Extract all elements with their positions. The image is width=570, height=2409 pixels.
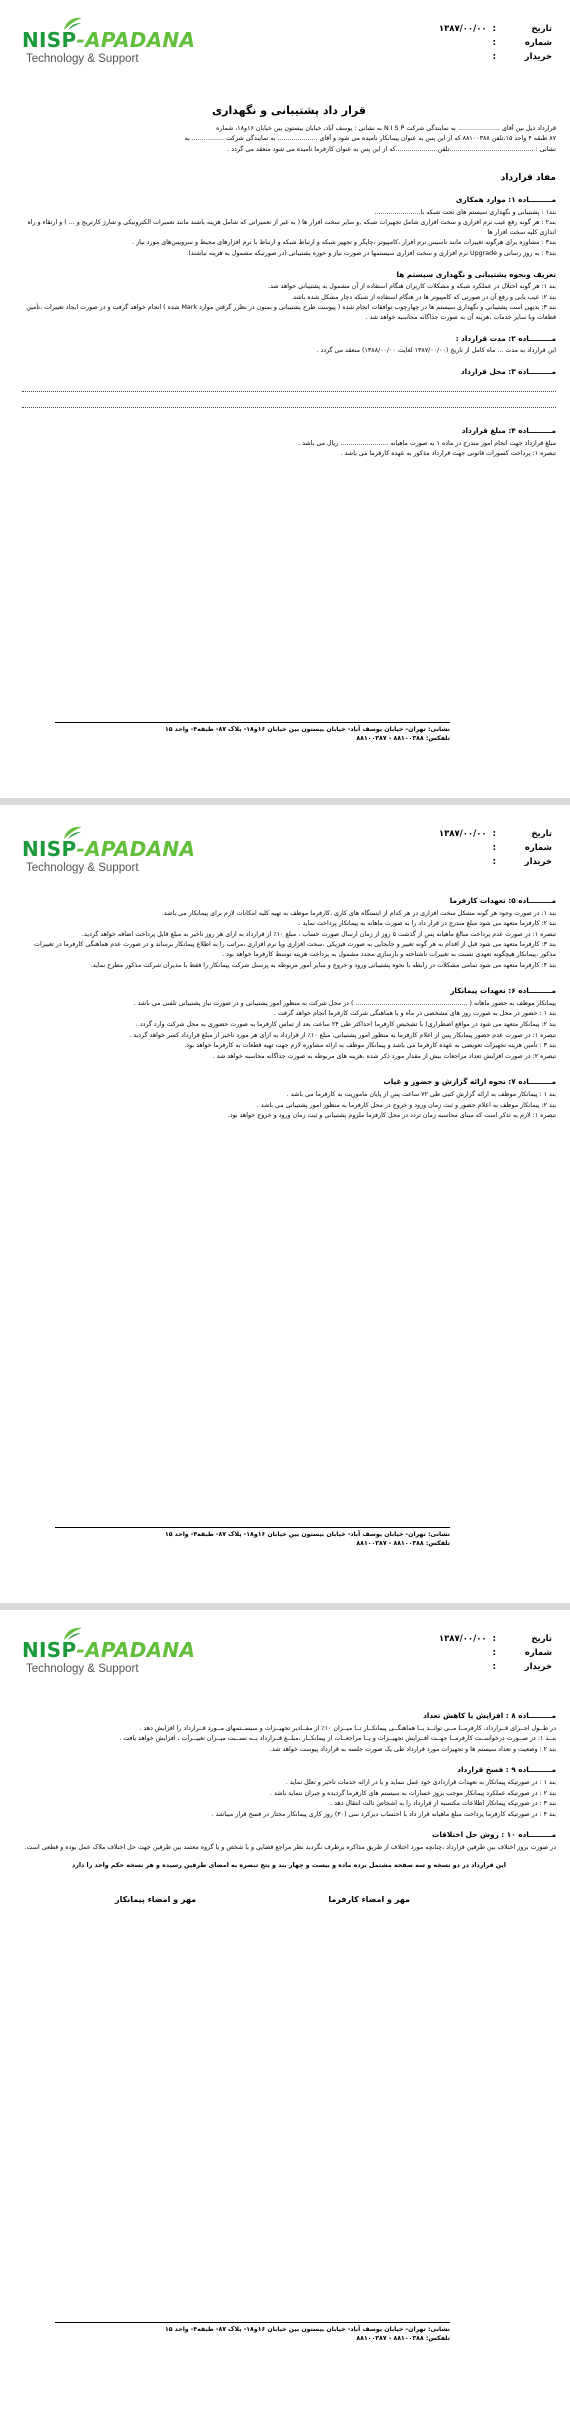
page-footer (55, 1527, 450, 1548)
clause: بند ۳: کارفرما متعهد می شود قبل از اقدام به هر گونه تغییر و جابجایی به صورت فیزیکی ،سخت افزاری ویا نرم افزاری ،مراتب را به اطلاع پیمانکار برساند و در صورت عدم هماهنگی کارفرما در تغییرات مذکور ،پیمانکار هیچگونه تعهدی نسبت به تغییرات ناشناخته و بازسازی مجدد مشمول به پرداخت هزینه توسط کارفرما خواهد بود . (34, 941, 556, 958)
document-meta: تاریخ : ۱۳۸۷/۰۰/۰۰ شماره : خریدار : (438, 1634, 552, 1672)
clause: بند ۱: هر گونه اختلال در عملکرد شبکه و مشکلات کاربران هنگام استفاده از آن مشمول به پشتیبانی خواهد شد. (268, 283, 556, 291)
clause: بند ۱ : حضور در محل به صورت روز های مشخصی در ماه و با هماهنگی شرکت کارفرما انجام خواهد گرفت . (273, 1010, 556, 1018)
clause: بند ۲: پیمانکار متعهد می شود در مواقع اضطراری( با تشخیص کارفرما )حداکثر طی ۲۴ ساعت بعد از تماس کارفرما به صورت حضوری به محل شرکت وارد گردد . (135, 1020, 556, 1028)
page-footer (55, 722, 450, 743)
clause: بند ۳: بدیهی است پشتیبانی و نگهداری سیستم ها در چهارچوب توافقات انجام شده ( پیوست طرح پشتیبانی و بمنون در نظرر گرفتن موارد Mark شده ) انجام خواهد گرفت و در صورت ایجاد تغییرات ،تأمین قطعات وبا سایر خدمات ،هزینه آن به صورت جداگانه محاسبه خواهد شد . (26, 304, 556, 321)
contract-title: قرار داد پشتیبانی و نگهداری (212, 104, 366, 117)
logo-subtitle: Technology & Support (26, 1663, 139, 1675)
company-logo (22, 1638, 196, 1682)
clause: بند ۴ : در صورتیکه کارفرما پرداخت مبلغ ماهیانه قرار داد با احتساب دیرکرد سی (۳۰) روز کاری پیمانکار مختار در فسخ قرار میباشد . (211, 1810, 556, 1818)
date-label: تاریخ (531, 24, 552, 34)
article-7-heading: مـــــــــاده ۷: نحوه ارائه گزارش و حضور و غیاب (383, 1077, 556, 1087)
clause: بند۳ : مشاوره برای هرگونه تغییرات مانند تاسیس نرم افزار ،کامپیوتر ،چاپگر و تجهیز شبکه و ارتباط شبکه و ارتباط با نرم افزارهای محیط و سرویس‌های مورد نیاز . (132, 239, 556, 247)
clause: بند ۲ : در صورتیکه عملکرد پیمانکار موجب بروز خسارات به سیستم های کارفرما گردیده و جبران ننماید باشد . (269, 1789, 556, 1797)
number-label: شماره (524, 38, 552, 48)
footer-phone: تلفکس: ۸۸۱۰۰۳۸۸ - ۸۸۱۰۰۳۸۷ (356, 735, 450, 742)
buyer-label: خریدار (524, 857, 552, 867)
logo-wordmark: NISP-APADANA (22, 1638, 196, 1662)
date-value: ۱۳۸۷/۰۰/۰۰ (438, 24, 487, 34)
clause: بند ۲: عیب یابی و رفع آن در صورتی که کامپیوتر ها در هنگام استفاده از شبکه دچار مشکل شده باشد. (291, 293, 556, 301)
articles-heading: مفاد قرارداد (500, 173, 556, 184)
clause: بند ۲: کارفرما متعهد می شود مبلغ مندرج در قرار داد را به صورت ماهانه به پیمانکار پرداخت نماید . (298, 920, 556, 928)
page3-body (22, 1700, 556, 1871)
contract-page-3 (0, 1610, 570, 2409)
contract-amount: مبلغ قرارداد جهت انجام امور مندرج در ماده ۱ به صورت ماهیانه ........................ ریال می باشد . (298, 439, 556, 447)
clause: بند ۲ : وضعیت و تعداد سیستم ها و تجهیزات مورد قرارداد طی یک صورت جلسه به قرارداد پیوست خواهد شد. (269, 1745, 556, 1753)
footer-address: نشانی: تهران- خیابان یوسف آباد- خیابان بیستون بین خیابان ۱۶و۱۸- پلاک ۸۷- طبقه۴- واحد ۱۵ (164, 1531, 450, 1538)
logo-subtitle: Technology & Support (26, 53, 139, 65)
footer-phone: تلفکس: ۸۸۱۰۰۳۸۸ - ۸۸۱۰۰۳۸۷ (356, 2335, 450, 2342)
date-label: تاریخ (531, 829, 552, 839)
logo-wordmark: NISP-APADANA (22, 837, 196, 861)
number-label: شماره (524, 1648, 552, 1658)
buyer-label: خریدار (524, 1662, 552, 1672)
clause: بند۱ : پشتیبانی و نگهداری سیستم های تحت شبکه با....................... (374, 208, 556, 216)
dispute-resolution: در صورت بروز اختلاف بین طرفین قرارداد ،چنانچه مورد اختلاف از طریق مذاکره برطرف نگردید نظر مراجع قضایی و یا شخص و یا گروه معتمد بین طرفین جهت حل اختلاف ملاک عمل بوده و قطعی است. (24, 1843, 556, 1851)
clause: در طــول اجــرای قــرارداد، کارفرمــا مــی توانــد بــا هماهنگــی پیمانکــار تــا میــزان ۱۰٪ از مقــادیر تجهیــزات و سیســتمهای مــورد قــرارداد را افزایش دهد . (139, 1724, 556, 1732)
date-value: ۱۳۸۷/۰۰/۰۰ (438, 829, 487, 839)
contract-page-2 (0, 805, 570, 1603)
page2-body (22, 885, 556, 1122)
article-3-heading: مـــــــــاده ۳: محل قرارداد (460, 366, 556, 376)
date-label: تاریخ (531, 1634, 552, 1644)
footer-phone: تلفکس: ۸۸۱۰۰۳۸۸ - ۸۸۱۰۰۳۸۷ (356, 1540, 450, 1547)
article-2-heading: مـــــــــاده ۲: مدت قرارداد : (455, 333, 556, 343)
clause: بند۲ : هر گونه رفع عیب نرم افزاری و سخت افزاری شامل تجهیزات شبکه ,و سایر سخت افزار ها ( به غیر از تعمیراتی که شامل هزینه باشند مانند تعمیرات الکترونیکی و شارژ کارتریج و ... ) و ارتقاء و راه اندازی کلیه سخت افزار ها (27, 219, 556, 236)
article-1-heading: مـــــــــاده ۱: موارد همکاری (455, 194, 556, 204)
employer-signature-label: مهر و امضاء کارفرما (328, 1895, 410, 1904)
page-footer (55, 2322, 450, 2343)
page-header (0, 0, 570, 80)
intro-paragraph: قرارداد ذیل بین آقای ..................... به نمایندگی شرکت N I S P به نشانی : یوسف آباد، خیابان بیستون بین خیابان ۱۶و۱۸، شماره ۸۷ طبقه ۴ واحد ۱۵،تلفن ۸۸۱۰۰۳۸۸ که از این پس به عنوان پیمانکار نامیده می شود و آقای .................... به نمایندگی شرکت ................ به نشانی : ..........................................تلفن.....................که از این پس به عنوان کارفرما نامیده می شود منعقد می گردد . (184, 124, 556, 153)
document-meta: تاریخ : ۱۳۸۷/۰۰/۰۰ شماره : خریدار : (438, 24, 552, 62)
contractor-signature-label: مهر و امضاء پیمانکار (115, 1895, 197, 1904)
clause: بند۴ : به روز رسانی و Upgrade نرم افزاری و سخت افزاری سیستمها در صورت نیاز و حوزه پشتیبانی (در صورتیکه مشمول به هزینه نباشند). (186, 249, 556, 257)
clause: بند ۳ : تأمین هزینه تجهیزات تعویضی به عهده کارفرما می باشد و پیمانکار موظف به ارائه مشاوره لازم جهت تهیه قطعات به کارفرما خواهد بود. (184, 1042, 556, 1050)
page-header (0, 805, 570, 885)
clause: بند ۱ : در صورتیکه پیمانکار به تعهدات قراردادی خود عمل ننماید و یا در ارائه خدمات تاخیر و تعلل نماید . (285, 1778, 556, 1786)
company-logo (22, 28, 196, 72)
clause: بند ۱ : پیمانکار موظف به ارائه گزارش کتبی طی ۷۲ ساعت پس از پایان ماموریت به کارفرما می باشد . (286, 1090, 556, 1098)
page-header (0, 1610, 570, 1690)
footer-address: نشانی: تهران- خیابان یوسف آباد- خیابان بیستون بین خیابان ۱۶و۱۸- پلاک ۸۷- طبقه۴- واحد ۱۵ (164, 2326, 450, 2333)
article-4-heading: مـــــــــاده ۴: مبلغ قرارداد (461, 426, 556, 436)
contract-page-1 (0, 0, 570, 798)
page1-body (22, 106, 556, 460)
article-8-heading: مـــــــــاده ۸ : افزایش یا کاهش تعداد (423, 1711, 556, 1720)
fill-in-line (22, 383, 556, 392)
logo-subtitle: Technology & Support (26, 862, 139, 874)
clause: بند ۴: کارفرما متعهد می شود تمامی مشکلات در رابطه با نحوه پشتیبانی ورود و خروج و سایر امور مربوطه به پرسنل شرکت پیمانکار را فقط با مدیران شرکت مذکور مطرح نماید. (90, 961, 556, 969)
date-value: ۱۳۸۷/۰۰/۰۰ (438, 1634, 487, 1644)
buyer-label: خریدار (524, 52, 552, 62)
clause: پیمانکار موظف به حضور ماهانه ( ........................................................ ) در محل شرکت به منظور امور پشتیبانی و در صورت نیاز پشتیبانی تلفنی می باشد . (133, 999, 556, 1007)
clause: بنــد ۱: در صــورت درخواســت کارفرمــا جهــت افــزایش تجهیــزات و یــا مراجعــات از پیمانکــار ،مبلــغ قــرارداد بــه نســبت میــزان تغییــرات ، افزایش خواهد یافت . (119, 1735, 556, 1743)
footer-address: نشانی: تهران- خیابان یوسف آباد- خیابان بیستون بین خیابان ۱۶و۱۸- پلاک ۸۷- طبقه۴- واحد ۱۵ (164, 726, 450, 733)
fill-in-line (22, 399, 556, 408)
closing-statement: این قرارداد در دو نسخه و سه صفحه مشتمل برده ماده و بیست و چهار بند و پنج تبصره به امضای طرفین رسیده و هر نسخه حکم واحد را دارد (72, 1861, 506, 1869)
article-10-heading: مـــــــــاده ۱۰ : روش حل اختلافات (431, 1830, 556, 1840)
clause: بند ۳ : در صورتیکه پیمانکار اطلاعات مکتسبه از قرارداد را به اشخاص ثالث انتقال دهد . (330, 1800, 556, 1808)
note: تبصره ۱: پرداخت کسورات قانونی جهت قرارداد مذکور به عهده کارفرما می باشد . (340, 450, 556, 458)
clause: تبصره ۱: لازم به تذکر است که مبنای محاسبه زمان تردد در محل کارفرما ملزوم پشتیبانی و ثبت زمان ورود و خروج خواهد بود. (227, 1112, 556, 1120)
document-meta: تاریخ : ۱۳۸۷/۰۰/۰۰ شماره : خریدار : (438, 829, 552, 867)
clause: بند ۲: پیمانکار موظف به اعلام حضور و ثبت زمان ورود و خروج در محل کارفرما به منظور امور پشتیبانی می باشد . (256, 1101, 556, 1109)
clause: بند ۱: در صورت وجود هر گونه مشکل سخت افزاری در هر کدام از ایستگاه های کاری ،کارفرما موظف به تهیه کلیه امکانات لازم برای پیمانکار می باشد. (161, 909, 556, 917)
contract-duration: این قرارداد به مدت ... ماه کامل از تاریخ (۱۳۸۷/۰۰/۰۰ لغایت ۱۳۸۸/۰۰/۰۰) منعقد می گردد . (316, 347, 556, 355)
article-5-heading: مـــــــــاده ۵: تعهدات کارفرما (449, 896, 556, 905)
article-6-heading: مـــــــــاده ۶: تعهدات پیمانکار (450, 986, 556, 996)
definition-heading: تعریف ونحوه پشتیبانی و نگهداری سیستم ها (396, 269, 556, 279)
clause: تبصره ۲: در صورت افزایش تعداد مراجعات بیش از مقدار مورد ذکر شده ،هزینه های مربوطه به صورت جداگانه محاسبه خواهد شد . (212, 1052, 556, 1060)
company-logo (22, 837, 196, 881)
article-9-heading: مـــــــــاده ۹ : فسخ قرارداد (457, 1765, 556, 1775)
logo-wordmark: NISP-APADANA (22, 28, 196, 52)
clause: تبصره ۱: در صورت عدم پرداخت مبالغ ماهیانه پس از گذشت ۵ روز از زمان ارسال صورت حساب ، مبلغ ۱۰٪ از قرارداد به ازای هر روز تاخیر به مبلغ قابل پرداخت اضافه خواهد گردید. (82, 930, 556, 938)
number-label: شماره (524, 843, 552, 853)
clause: تبصره ۱: در صورت عدم حضور پیمانکار پس از اعلام کارفرما به منظور امور پشتیبانی، مبلغ ۱۰٪ از قرارداد به ازای هر مورد تاخیر از مبلغ قرارداد کسر خواهد گردید . (129, 1031, 556, 1039)
